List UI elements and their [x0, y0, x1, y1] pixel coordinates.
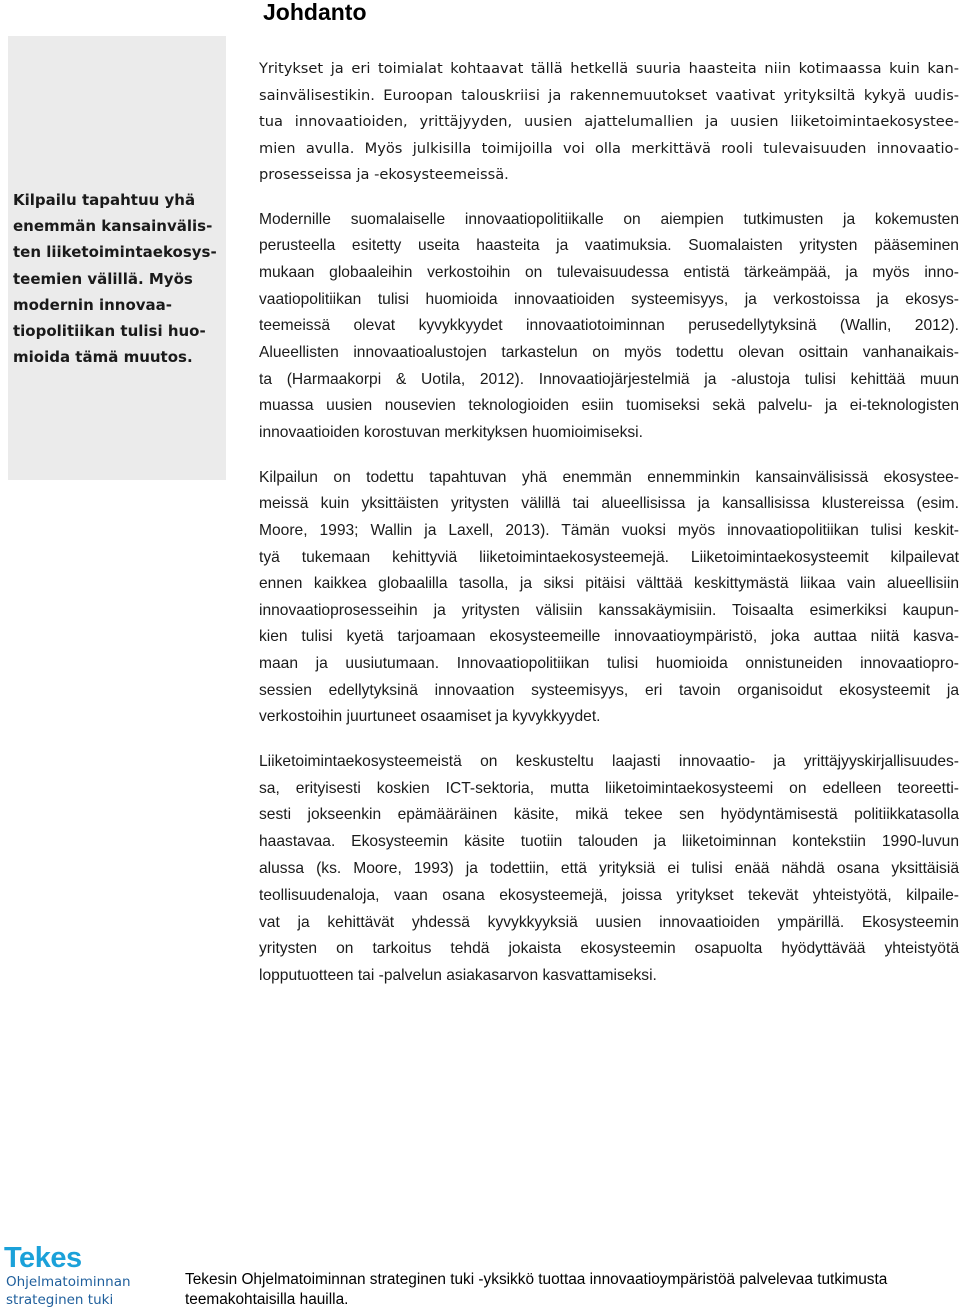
logo-subtitle-line-1: Ohjelmatoiminnan: [6, 1274, 131, 1290]
paragraph-line: mukaan globaaleihin verkostoihin on tulevaisuudessa entistä tärkeämpää, ja myös inno-: [259, 263, 959, 281]
paragraph-line: ta (Harmaakorpi & Uotila, 2012). Innovaatiojärjestelmiä ja -alustoja tulisi kehittää muun: [259, 370, 959, 388]
paragraph-line: sessien edellytyksinä innovaation systeemisyys, eri tavoin organisoidut ekosysteemit ja: [259, 681, 959, 699]
paragraph-line: lopputuotteen tai -palvelun asiakasarvon kasvattamiseksi.: [259, 967, 657, 985]
paragraph-line: perusteella esitetty useita haasteita ja vaatimuksia. Suomalaisten yritysten pääseminen: [259, 237, 959, 255]
paragraph-line: muassa uusien nousevien teknologioiden esiin tuomiseksi sekä palvelu- ja ei-teknologisten: [259, 397, 959, 415]
paragraph-line: verkostoihin juurtuneet osaamiset ja kyvykkyydet.: [259, 708, 601, 726]
paragraph-line: Moore, 1993; Wallin ja Laxell, 2013). Tämän vuoksi myös innovaatiopolitiikan tulisi keskit-: [259, 522, 959, 540]
paragraph-line: tyä tukemaan kehittyviä liiketoimintaekosysteemejä. Liiketoimintaekosysteemit kilpailevat: [259, 548, 959, 566]
paragraph-line: mien avulla. Myös julkisilla toimijoilla voi olla merkittävä rooli tulevaisuuden innovaatio-: [259, 139, 959, 157]
paragraph-line: Alueellisten innovaatioalustojen tarkastelun on myös todettu olevan osittain vanhanaikais-: [259, 344, 959, 362]
sidebar-line: modernin innovaa-: [13, 295, 173, 314]
paragraph-4: [259, 749, 959, 990]
body-text: [259, 56, 959, 990]
paragraph-line: haastavaa. Ekosysteemin käsite tuotiin talouden ja liiketoiminnan kontekstiin 1990-luvun: [259, 833, 959, 851]
paragraph-line: innovaatioiden korostuvan merkityksen huomioimiseksi.: [259, 424, 643, 442]
paragraph-line: teemeissä olevat kyvykkyydet innovaatiotoiminnan perusedellytyksinä (Wallin, 2012).: [259, 317, 959, 335]
paragraph-line: vaatiopolitiikan tulisi huomioida innovaatioiden systeemisyys, ja verkostoissa ja ekosys-: [259, 290, 959, 308]
paragraph-line: sa, erityisesti koskien ICT-sektoria, mutta liiketoimintaekosysteemi on edelleen teoreetti-: [259, 779, 959, 797]
page-footer: [185, 1270, 960, 1310]
paragraph-line: Modernille suomalaiselle innovaatiopolitiikalle on aiempien tutkimusten ja kokemusten: [259, 210, 959, 228]
sidebar-line: tiopolitiikan tulisi huo-: [13, 322, 206, 341]
paragraph-line: meissä kuin yksittäisten yritysten välillä tai alueellisissa ja kansallisissa klustereissa (esim.: [259, 495, 959, 513]
paragraph-line: kien tulisi kyetä tarjoamaan ekosysteemeille innovaatioympäristö, joka auttaa niitä kasva-: [259, 628, 959, 646]
footer-line: Tekesin Ohjelmatoiminnan strateginen tuki -yksikkö tuottaa innovaatioympäristöä palvelevaa tutkimusta: [185, 1271, 888, 1288]
paragraph-line: yritysten on tarkoitus tehdä jokaista ekosysteemin osapuolta hyödyttävää yhteistyötä: [259, 940, 959, 958]
paragraph-line: prosesseissa ja -ekosysteemeissä.: [259, 166, 509, 183]
paragraph-3: [259, 465, 959, 731]
logo-subtitle-line-2: strateginen tuki: [6, 1292, 114, 1308]
paragraph-line: vat ja kehittävät yhdessä kyvykkyyksiä uusien innovaatioiden ympärillä. Ekosysteemin: [259, 913, 959, 931]
paragraph-line: sesti jokseenkin epämääräinen käsite, mikä tekee sen hyödyntämisestä politiikkatasolla: [259, 806, 959, 824]
sidebar-callout: [8, 36, 226, 480]
logo-wordmark: Tekes: [4, 1242, 82, 1274]
paragraph-line: teollisuudenaloja, vaan osana ekosysteemejä, joissa yritykset tekevät yhteistyötä, kilpaile-: [259, 886, 959, 904]
page-heading: Johdanto: [263, 0, 367, 25]
sidebar-line: teemien välillä. Myös: [13, 269, 193, 288]
tekes-logo: [4, 1243, 144, 1311]
paragraph-line: ennen kaikkea globaalilla tasolla, ja siksi pitäisi välttää keskittymästä liikaa vain alueellisiin: [259, 575, 959, 593]
paragraph-line: Liiketoimintaekosysteemeistä on keskusteltu laajasti innovaatio- ja yrittäjyyskirjallisuudes-: [259, 752, 959, 770]
sidebar-line: Kilpailu tapahtuu yhä: [13, 191, 196, 209]
paragraph-line: tua innovaatioiden, yrittäjyyden, uusien ajattelumallien ja uusien liiketoimintaekosystee-: [259, 113, 959, 130]
paragraph-line: maan ja uusiutumaan. Innovaatiopolitiikan tulisi huomioida onnistuneiden innovaatiopro-: [259, 654, 959, 672]
paragraph-line: alussa (ks. Moore, 1993) ja todettiin, että yrityksiä ei tulisi enää nähdä osana yksittäisiä: [259, 859, 959, 877]
sidebar-line: enemmän kansainvälis-: [13, 217, 213, 236]
sidebar-line: ten liiketoimintaekosys-: [13, 243, 217, 262]
paragraph-line: Kilpailun on todettu tapahtuvan yhä enemmän ennemminkin kansainvälisissä ekosystee-: [259, 468, 959, 486]
footer-line: teemakohtaisilla hauilla.: [185, 1291, 349, 1308]
paragraph-line: innovaatioprosesseihin ja yritysten välisiin kanssakäymisiin. Toisaalta esimerkiksi kaupun-: [259, 601, 959, 619]
sidebar-line: mioida tämä muutos.: [13, 348, 193, 367]
sidebar-callout-text: [13, 187, 217, 370]
paragraph-line: Yritykset ja eri toimialat kohtaavat tällä hetkellä suuria haasteita niin kotimaassa kuin kan-: [259, 60, 959, 77]
paragraph-2: [259, 207, 959, 447]
paragraph-line: sainvälisestikin. Euroopan talouskriisi ja rakennemuutokset vaativat yrityksiltä kykyä uudis-: [259, 86, 959, 104]
paragraph-1: [259, 56, 959, 189]
